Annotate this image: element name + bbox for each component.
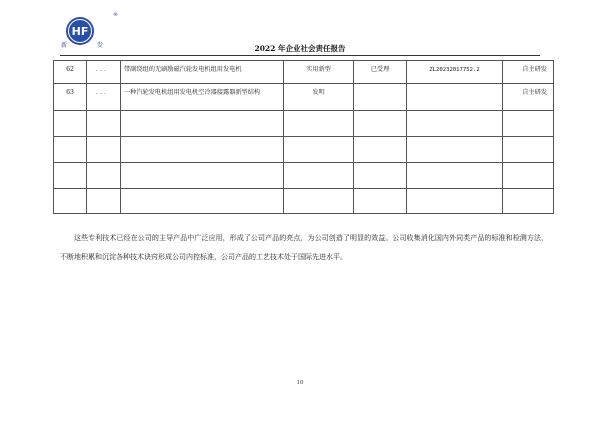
patent-status: 已受理 [354,61,407,84]
patent-name: 一种汽轮发电机组用发电机空冷器接露器新型结构 [121,84,284,111]
patent-type: 实用新型 [284,61,354,84]
logo-letters: HF [71,25,89,38]
patent-ellipsis: ．．． [87,61,121,84]
table-row [54,84,554,111]
page-number: 10 [296,380,304,386]
report-title: 2022 年企业社会责任报告 [254,44,346,53]
table-row-empty [54,163,554,189]
table-row-empty [54,189,554,214]
patent-ellipsis: ．．． [87,84,121,111]
patent-source: 自主研发 [503,84,554,111]
patent-status [354,84,407,111]
patent-table [53,60,554,214]
header-divider [60,55,540,56]
patent-name: 带副绕组的无刷励磁汽轮发电机组用发电机 [121,61,284,84]
table-row-empty [54,137,554,163]
logo-registered-mark: ® [113,12,118,18]
body-paragraph: 这些专利技术已经在公司的主导产品中广泛应用，形成了公司产品的亮点，为公司创造了明显的效益。公司收集消化国内外同类产品的标准和检测方法，不断地积累和沉淀各种技术诀窍形成公司内控标准，公司产品的工艺技术处于国际先进水平。 [60,234,548,261]
table-row [54,61,554,84]
patent-source: 自主研发 [503,61,554,84]
patent-app-number: ZL20232017752.2 [407,61,503,84]
patent-app-number [407,84,503,111]
logo-caption: 新 发 [61,42,117,49]
patent-number: 63 [54,84,87,111]
patent-type: 发明 [284,84,354,111]
patent-number: 62 [54,61,87,84]
table-row-empty [54,111,554,137]
